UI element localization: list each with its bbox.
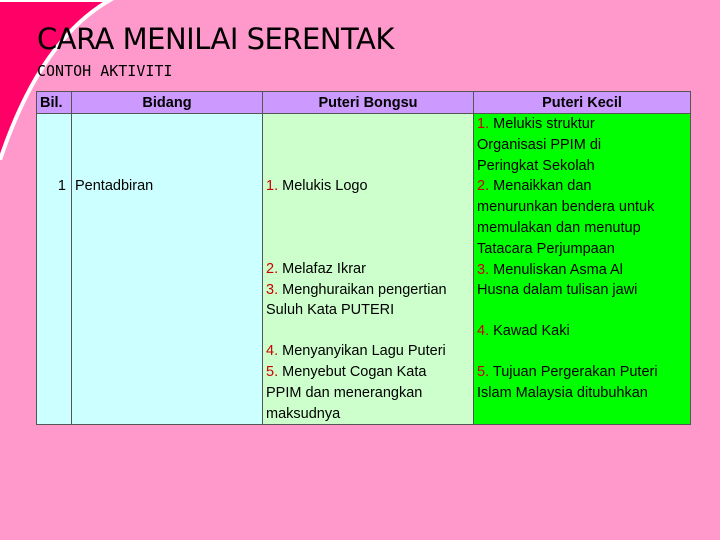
bidang-name: Pentadbiran — [75, 178, 154, 194]
cell-puteri-kecil — [474, 114, 691, 425]
list-item-cont: PPIM dan menerangkan — [266, 384, 423, 401]
list-item: 1. Melukis struktur — [477, 116, 595, 132]
list-item: 3. Menghuraikan pengertian — [266, 281, 447, 298]
list-item-cont: menurunkan bendera untuk — [477, 199, 655, 216]
list-item-cont: Islam Malaysia ditubuhkan — [477, 384, 648, 401]
activity-table — [36, 91, 691, 425]
list-item: 5. Menyebut Cogan Kata — [266, 363, 427, 380]
list-item: 2. Melafaz Ikrar — [266, 260, 366, 277]
cell-bidang — [72, 114, 263, 425]
table-row — [37, 114, 691, 425]
slide-title: CARA MENILAI SERENTAK — [37, 22, 394, 56]
header-puteri-bongsu: Puteri Bongsu — [263, 92, 474, 114]
list-item: 3. Menuliskan Asma Al — [477, 261, 623, 278]
list-item-cont: Peringkat Sekolah — [477, 157, 595, 174]
header-puteri-kecil: Puteri Kecil — [474, 92, 691, 114]
row-number: 1 — [57, 178, 66, 194]
list-item: 5. Tujuan Pergerakan Puteri — [477, 363, 658, 380]
list-item: 4. Menyanyikan Lagu Puteri — [266, 343, 446, 360]
list-item-cont: Organisasi PPIM di — [477, 136, 602, 153]
header-bidang: Bidang — [72, 92, 263, 114]
cell-puteri-bongsu — [263, 114, 474, 425]
list-item: 1. Melukis Logo — [266, 178, 368, 194]
cell-bil — [37, 114, 72, 425]
list-item: 2. Menaikkan dan — [477, 178, 592, 195]
table-header-row — [37, 92, 691, 114]
slide-subtitle: CONTOH AKTIVITI — [37, 62, 173, 80]
list-item-cont: maksudnya — [266, 405, 341, 422]
list-item-cont: memulakan dan menutup — [477, 219, 641, 236]
list-item-cont: Husna dalam tulisan jawi — [477, 282, 638, 299]
list-item-cont: Suluh Kata PUTERI — [266, 302, 395, 319]
list-item: 4. Kawad Kaki — [477, 323, 570, 340]
list-item-cont: Tatacara Perjumpaan — [477, 240, 615, 257]
header-bil: Bil. — [37, 92, 72, 114]
